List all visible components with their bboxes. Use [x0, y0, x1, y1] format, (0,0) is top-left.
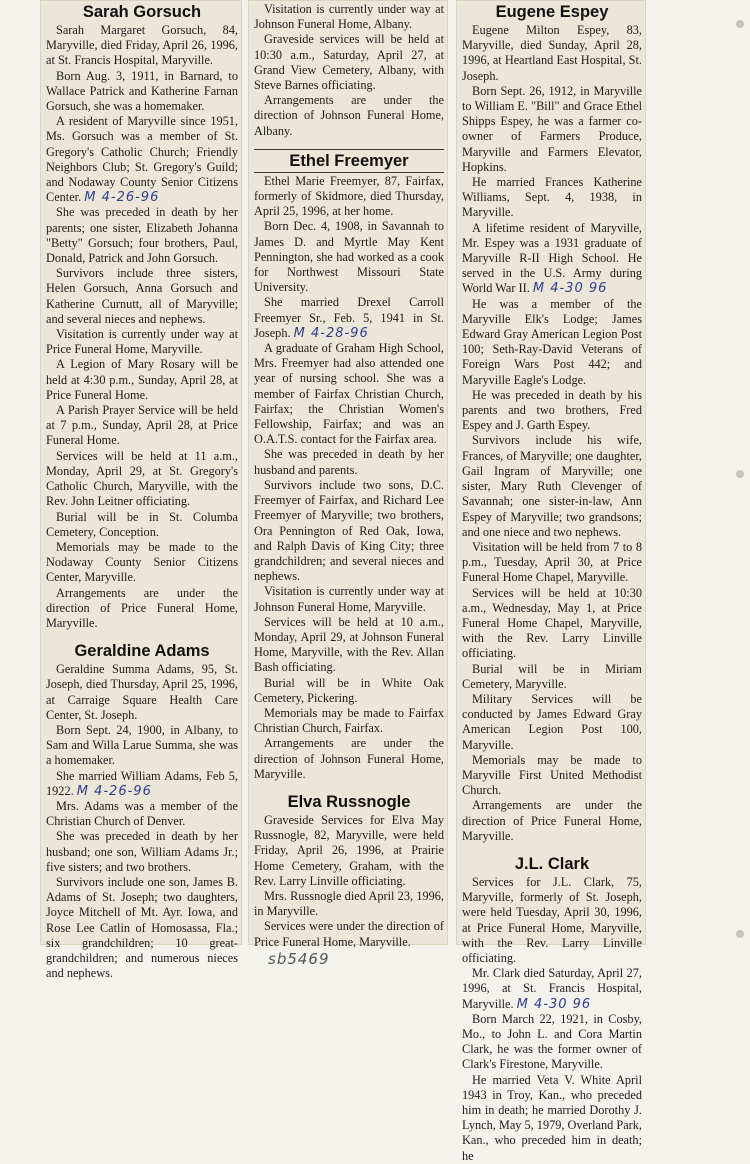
paragraph-text: Born Sept. 24, 1900, in Albany, to Sam and Willa Larue Summa, she was a homemaker. [46, 722, 238, 768]
paragraph-text: A Parish Prayer Service will be held at 7 p.m., Sunday, April 28, at Price Funeral Home. [46, 403, 238, 448]
paragraph-text: Mrs. Russnogle died April 23, 1996, in Maryville. [254, 888, 444, 919]
paragraph-text: Services will be held at 11 a.m., Monday, April 29, at St. Gregory's Catholic Church, Maryville, with the Rev. John Leitner officiating. [46, 448, 238, 509]
obituary-paragraph [462, 540, 642, 586]
obituary-paragraph [254, 813, 444, 889]
obituary-headline: Elva Russnogle [287, 792, 411, 811]
obituary-article [254, 149, 444, 782]
paragraph-text: Born Sept. 26, 1912, in Maryville to William E. "Bill" and Grace Ethel Shipps Espey, he was a farmer co-owner of Farmers Produce, Maryville and Farmers Elevator, Hopkins. [462, 83, 642, 174]
paragraph-text: Memorials may be made to Maryville First United Methodist Church. [462, 752, 642, 798]
handwritten-date-note: M 4-26-96 [76, 783, 152, 799]
paragraph-text: Sarah Margaret Gorsuch, 84, Maryville, died Friday, April 26, 1996, at St. Francis Hospital, Maryville. [46, 23, 238, 68]
obituary-paragraph [462, 388, 642, 434]
paragraph-text: A Legion of Mary Rosary will be held at 4:30 p.m., Sunday, April 28, at Price Funeral Home. [46, 357, 238, 402]
paragraph-text: Eugene Milton Espey, 83, Maryville, died Sunday, April 28, 1996, at Heartland East Hospital, St. Joseph. [462, 23, 642, 83]
obituary-paragraph [462, 84, 642, 175]
obituary-paragraph [254, 174, 444, 220]
paragraph-text: A graduate of Graham High School, Mrs. Freemyer had also attended one year of nursing school. She was a member of Fairfax Christian Church, Fairfax; the Christian Women's Fellowship, Fairfax; and was an O.A.T.S. contact for the Fairfax area. [254, 341, 444, 447]
obituary-paragraph [46, 769, 238, 799]
paragraph-text: She was preceded in death by her parents; one sister, Elizabeth Johanna "Betty" Gorsuch; four brothers, Paul, Donald, Patrick and John Gorsuch. [46, 205, 238, 266]
paragraph-text: She married Drexel Carroll Freemyer Sr., Feb. 5, 1941 in St. Joseph. [254, 295, 444, 340]
obituary-paragraph [462, 433, 642, 539]
obituary-article [254, 2, 444, 139]
clipping-column-3 [456, 0, 646, 1163]
obituary-paragraph [462, 297, 642, 388]
handwritten-date-note: M 4-28-96 [293, 325, 369, 341]
obituary-paragraph [46, 69, 238, 115]
paragraph-text: Arrangements are under the direction of Johnson Funeral Home, Maryville. [254, 736, 444, 781]
obituary-paragraph [46, 357, 238, 403]
paragraph-text: Services will be held at 10 a.m., Monday, April 29, at Johnson Funeral Home, Maryville, with the Rev. Allan Bash officiating. [254, 614, 444, 675]
obituary-paragraph [462, 1012, 642, 1073]
paragraph-text: Mr. Clark died Saturday, April 27, 1996, at St. Francis Hospital, Maryville. [462, 966, 642, 1011]
obituary-paragraph [462, 753, 642, 799]
paragraph-text: Burial will be in Miriam Cemetery, Maryville. [462, 661, 642, 691]
obituary-paragraph [254, 93, 444, 139]
obituary-paragraph [462, 586, 642, 662]
obituary-paragraph [254, 447, 444, 477]
obituary-article [46, 641, 238, 981]
paragraph-text: Geraldine Summa Adams, 95, St. Joseph, died Thursday, April 25, 1996, at Carraige Square Health Care Center, St. Joseph. [46, 662, 238, 722]
obituary-headline: Ethel Freemyer [254, 149, 444, 173]
obituary-paragraph [46, 205, 238, 266]
handwritten-date-note: M 4-26-96 [84, 190, 160, 206]
obituary-paragraph [254, 2, 444, 32]
obituary-paragraph [46, 662, 238, 723]
handwritten-call-number: sb5469 [268, 950, 330, 968]
obituary-paragraph [254, 615, 444, 676]
obituary-paragraph [462, 798, 642, 844]
paragraph-text: Ethel Marie Freemyer, 87, Fairfax, formerly of Skidmore, died Thursday, April 25, 1996, at her home. [254, 173, 444, 219]
paragraph-text: He was preceded in death by his parents and two brothers, Fred Espey and J. Garth Espey. [462, 387, 642, 433]
obituary-paragraph [46, 799, 238, 829]
obituary-paragraph [462, 23, 642, 84]
paragraph-text: Mrs. Adams was a member of the Christian Church of Denver. [46, 798, 238, 829]
paragraph-text: Visitation is currently under way at Johnson Funeral Home, Maryville. [254, 584, 444, 614]
paragraph-text: Services will be held at 10:30 a.m., Wednesday, May 1, at Price Funeral Home Chapel, Maryville, with the Rev. Larry Linville officiating. [462, 585, 642, 661]
obituary-paragraph [254, 478, 444, 584]
paragraph-text: She was preceded in death by her husband; one son, William Adams Jr.; five sisters; and two brothers. [46, 829, 238, 874]
obituary-article [462, 2, 642, 844]
obituary-paragraph [46, 266, 238, 327]
obituary-paragraph [46, 540, 238, 586]
paragraph-text: Born Aug. 3, 1911, in Barnard, to Wallace Patrick and Katherine Farnan Gorsuch, she was a homemaker. [46, 68, 238, 114]
paragraph-text: Arrangements are under the direction of Price Funeral Home, Maryville. [46, 585, 238, 630]
paragraph-text: Memorials may be made to the Nodaway County Senior Citizens Center, Maryville. [46, 539, 238, 585]
clipping-column-2 [248, 0, 448, 949]
obituary-paragraph [462, 221, 642, 297]
paragraph-text: Survivors include two sons, D.C. Freemyer of Fairfax, and Richard Lee Freemyer of Maryville; two brothers, Ora Pennington of Red Oak, Iowa, and Ralph Davis of King City; three grandchildren; and several nieces and nephews. [254, 477, 444, 584]
binder-hole-middle [736, 470, 744, 478]
paragraph-text: He married Veta V. White April 1943 in Troy, Kan., who preceded him in death; he married Dorothy J. Lynch, May 5, 1979, Overland Park, Kan., who preceded him in death; he [462, 1072, 642, 1163]
obituary-paragraph [46, 403, 238, 449]
obituary-paragraph [46, 586, 238, 632]
obituary-paragraph [46, 875, 238, 981]
obituary-paragraph [254, 706, 444, 736]
paragraph-text: Burial will be in St. Columba Cemetery, Conception. [46, 509, 238, 539]
handwritten-date-note: M 4-30 96 [532, 281, 608, 297]
binder-hole-top [736, 20, 744, 28]
obituary-paragraph [254, 919, 444, 949]
obituary-headline: Eugene Espey [495, 3, 609, 21]
paragraph-text: Graveside services will be held at 10:30 a.m., Saturday, April 27, at Grand View Cemetery, Albany, with Steve Barnes officiating. [254, 32, 444, 93]
obituary-paragraph [462, 1073, 642, 1164]
obituary-paragraph [462, 692, 642, 753]
paragraph-text: Arrangements are under the direction of Johnson Funeral Home, Albany. [254, 93, 444, 138]
paragraph-text: Arrangements are under the direction of Price Funeral Home, Maryville. [462, 798, 642, 843]
obituary-paragraph [462, 175, 642, 221]
paragraph-text: Burial will be in White Oak Cemetery, Pickering. [254, 675, 444, 705]
paragraph-text: Survivors include his wife, Frances, of Maryville; one daughter, Gail Ingram of Maryville; one sister, Mary Ruth Clevenger of Savannah; one sister-in-law, Ann Espey of Maryville; two grandsons; and one niece and two nephews. [462, 433, 642, 539]
obituary-headline: Sarah Gorsuch [82, 3, 202, 21]
obituary-paragraph [46, 723, 238, 769]
obituary-paragraph [254, 341, 444, 447]
paragraph-text: Services were under the direction of Price Funeral Home, Maryville. [254, 919, 444, 949]
paragraph-text: Visitation is currently under way at Price Funeral Home, Maryville. [46, 327, 238, 357]
paragraph-text: Visitation will be held from 7 to 8 p.m., Tuesday, April 30, at Price Funeral Home Chapel, Maryville. [462, 539, 642, 585]
obituary-headline: Geraldine Adams [74, 642, 210, 661]
obituary-paragraph [254, 736, 444, 782]
clipping-column-1 [40, 0, 242, 981]
obituary-paragraph [254, 219, 444, 295]
obituary-paragraph [46, 510, 238, 540]
obituary-paragraph [462, 875, 642, 966]
binder-hole-bottom [736, 930, 744, 938]
obituary-paragraph [254, 584, 444, 614]
paragraph-text: She was preceded in death by her husband and parents. [254, 447, 444, 477]
obituary-paragraph [462, 662, 642, 692]
obituary-paragraph [46, 829, 238, 875]
paragraph-text: Survivors include three sisters, Helen Gorsuch, Anna Gorsuch and Katherine Curnutt, all of Maryville; and several nieces and nephews. [46, 266, 238, 326]
paragraph-text: Born March 22, 1921, in Cosby, Mo., to John L. and Cora Martin Clark, he was the former owner of Clark's Firestone, Maryville. [462, 1011, 642, 1072]
paragraph-text: Services for J.L. Clark, 75, Maryville, formerly of St. Joseph, were held Tuesday, April 30, 1996, at Price Funeral Home, Maryville, with the Rev. Larry Linville officiating. [462, 874, 642, 965]
handwritten-date-note: M 4-30 96 [516, 996, 592, 1012]
obituary-paragraph [254, 889, 444, 919]
obituary-paragraph [254, 676, 444, 706]
paragraph-text: He married Frances Katherine Williams, Sept. 4, 1938, in Maryville. [462, 175, 642, 220]
paragraph-text: Born Dec. 4, 1908, in Savannah to James D. and Myrtle May Kent Pennington, she had worked as a cook for Northwest Missouri State University. [254, 219, 444, 295]
paragraph-text: Graveside Services for Elva May Russnogle, 82, Maryville, were held Friday, April 26, 1996, at Prairie Home Cemetery, Graham, with the Rev. Larry Linville officiating. [254, 812, 444, 888]
paragraph-text: A lifetime resident of Maryville, Mr. Espey was a 1931 graduate of Maryville R-II High School. He served in the U.S. Army during World War II. [462, 220, 642, 296]
obituary-paragraph [46, 449, 238, 510]
paragraph-text: Survivors include one son, James B. Adams of St. Joseph; two daughters, Joyce Mitchell of Mt. Ayr. Iowa, and Rose Lee Catlin of Homosassa, Fla.; six grandchildren; 10 great-grandchildren; and numerous nieces and nephews. [46, 874, 238, 981]
obituary-article [46, 2, 238, 631]
obituary-paragraph [46, 327, 238, 357]
paragraph-text: Memorials may be made to Fairfax Christian Church, Fairfax. [254, 705, 444, 736]
paragraph-text: She married William Adams, Feb 5, 1922. [46, 768, 238, 798]
obituary-paragraph [46, 23, 238, 69]
paragraph-text: Visitation is currently under way at Johnson Funeral Home, Albany. [254, 2, 444, 32]
obituary-article [254, 792, 444, 950]
obituary-paragraph [254, 295, 444, 341]
paragraph-text: Military Services will be conducted by James Edward Gray American Legion Post 100, Maryville. [462, 691, 642, 752]
paragraph-text: A resident of Maryville since 1951, Ms. Gorsuch was a member of St. Gregory's Catholic Church; Friendly Neighbors Club; St. Gregory's Guild; and Nodaway County Senior Citizens Center. [46, 114, 238, 205]
obituary-paragraph [46, 114, 238, 205]
obituary-headline: J.L. Clark [514, 854, 590, 873]
obituary-article [462, 854, 642, 1164]
obituary-paragraph [462, 966, 642, 1012]
obituary-paragraph [254, 32, 444, 93]
paragraph-text: He was a member of the Maryville Elk's Lodge; James Edward Gray American Legion Post 100; Seth-Ray-David Veterans of Foreign Wars Post 442; and Maryville Eagle's Lodge. [462, 296, 642, 387]
